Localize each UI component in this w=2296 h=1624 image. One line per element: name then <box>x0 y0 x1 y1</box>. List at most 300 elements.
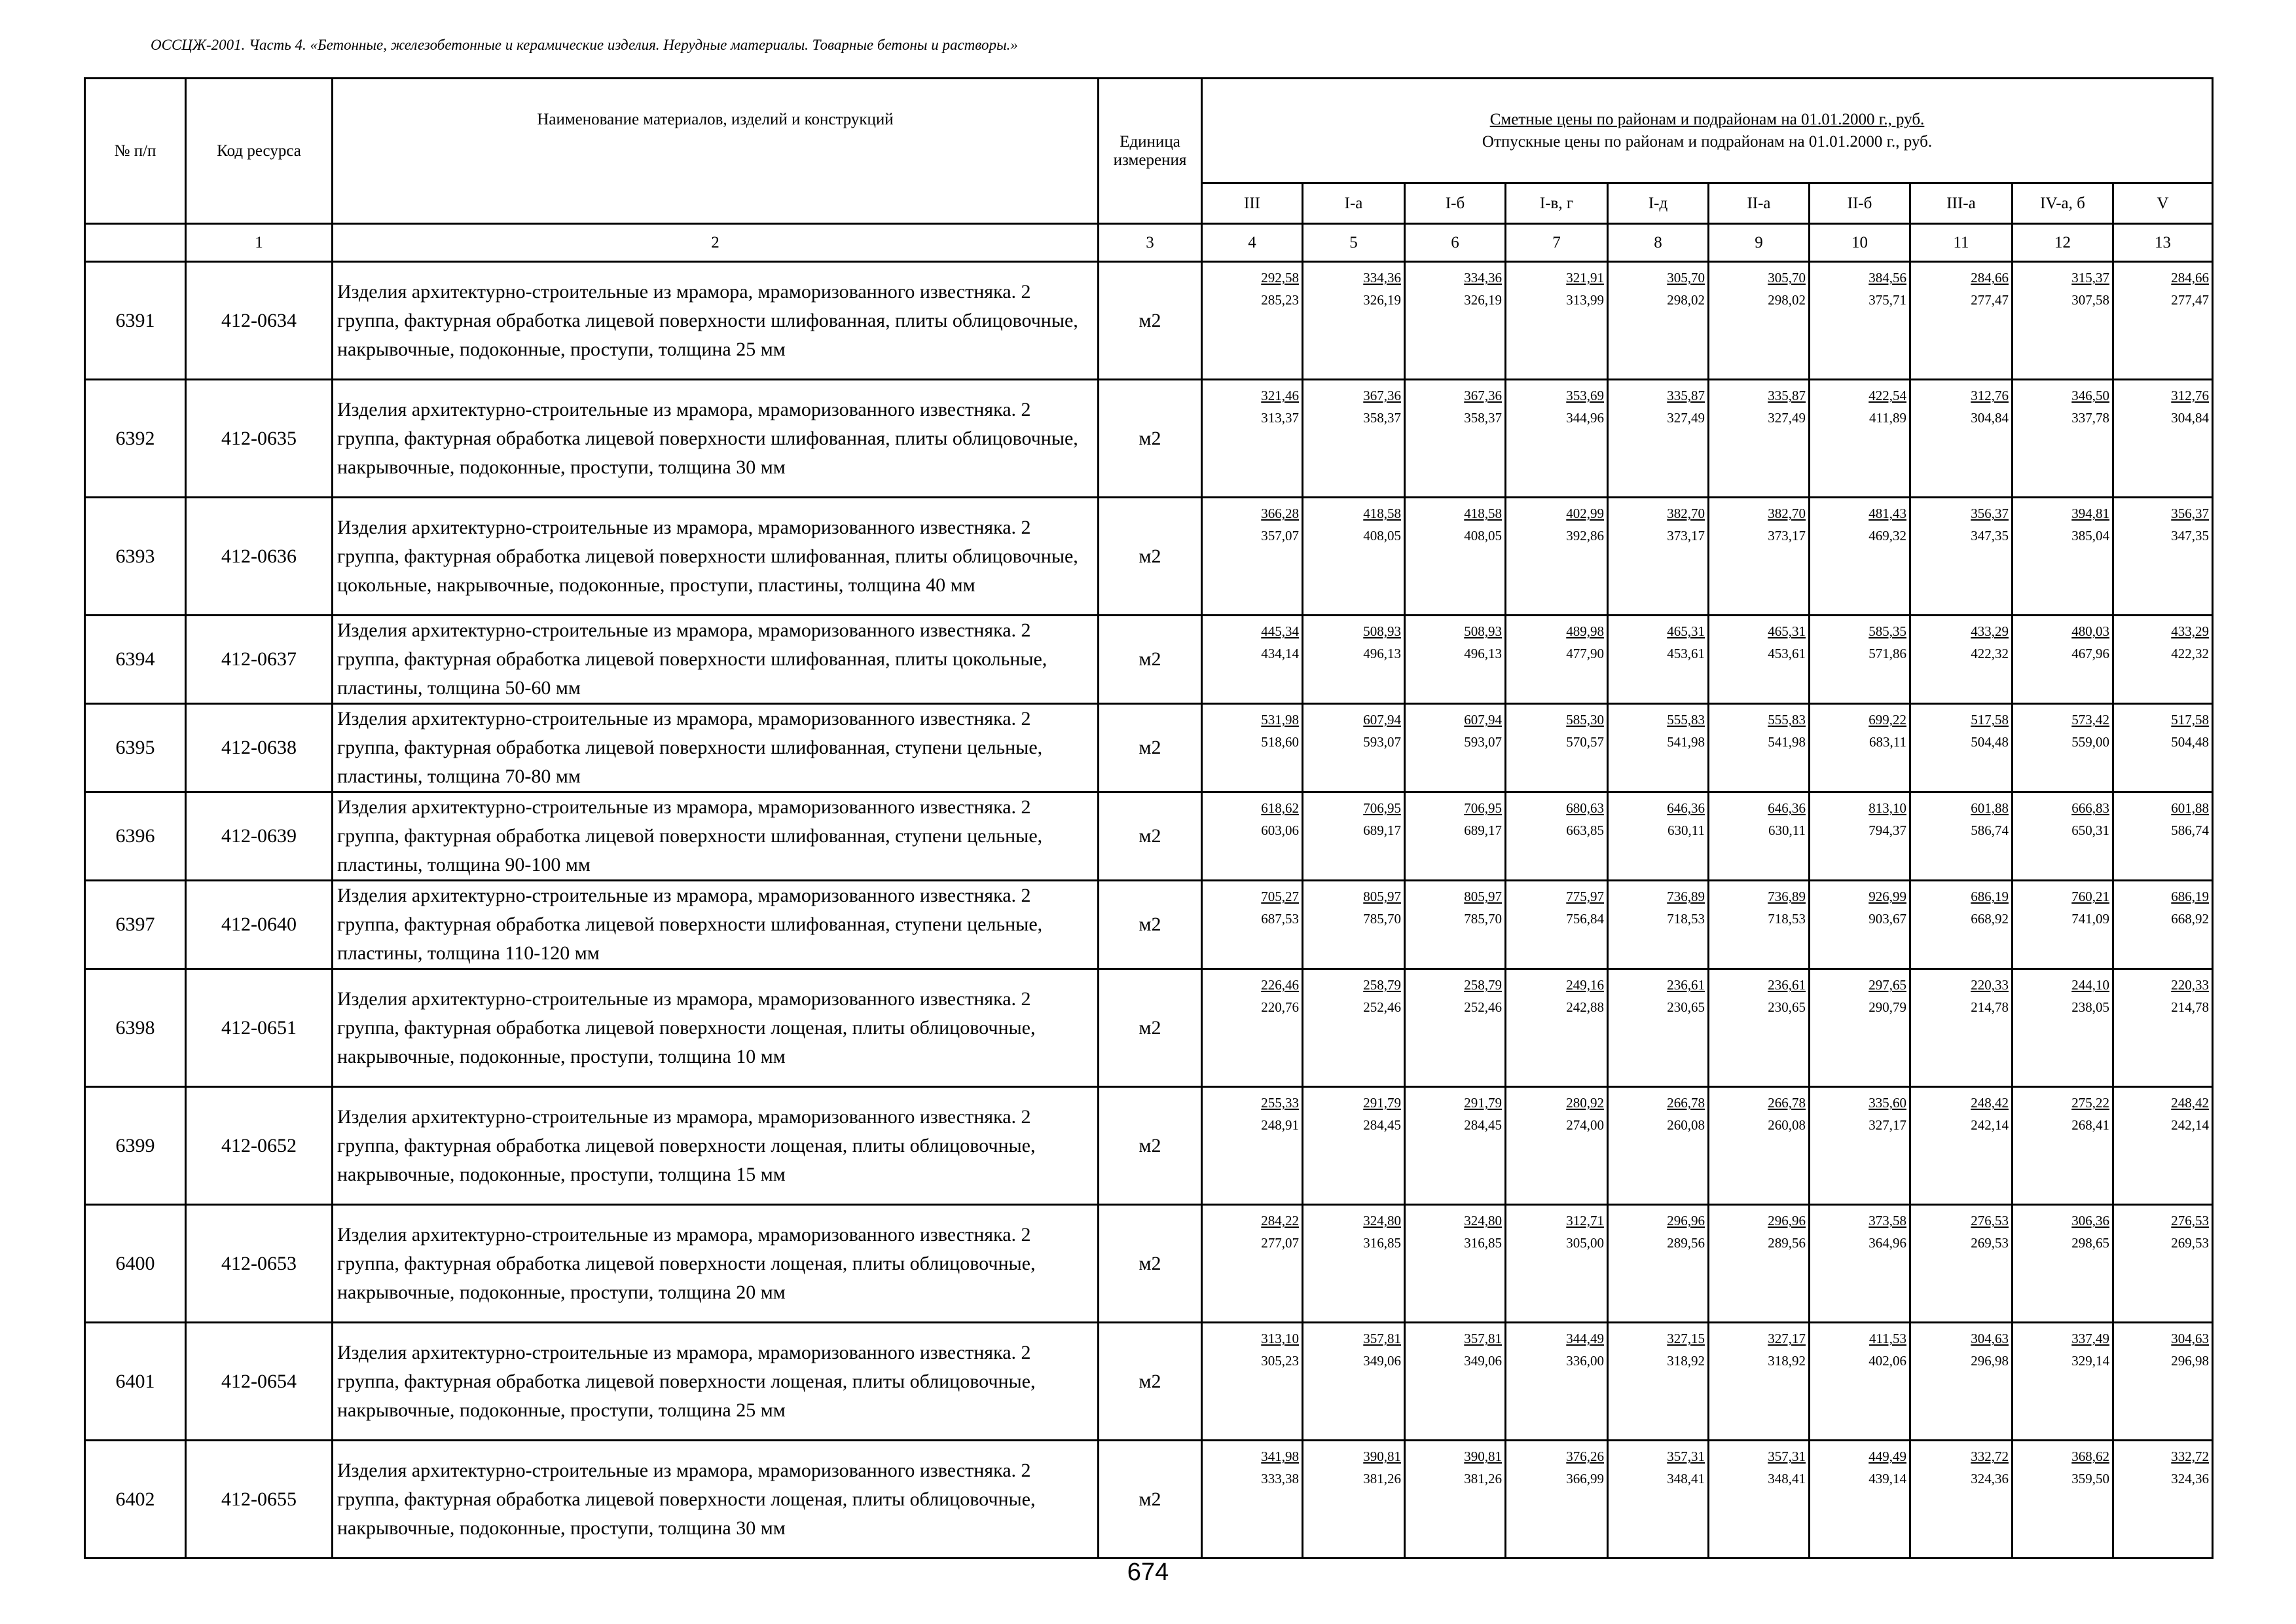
price-cell <box>1709 1323 1810 1441</box>
region-header: II-а <box>1709 183 1810 224</box>
estimated-price: 433,29 <box>2171 623 2210 639</box>
table-row <box>85 969 2213 1087</box>
price-cell <box>2113 380 2213 498</box>
release-price: 252,46 <box>1464 999 1502 1015</box>
release-price: 277,07 <box>1261 1235 1299 1251</box>
price-cell <box>1202 792 1303 881</box>
estimated-price: 517,58 <box>1971 712 2009 728</box>
estimated-price: 297,65 <box>1868 977 1906 993</box>
region-header: II-б <box>1810 183 1910 224</box>
column-number: 3 <box>1099 224 1202 262</box>
release-price: 298,02 <box>1768 292 1806 308</box>
release-price: 718,53 <box>1667 911 1705 927</box>
estimated-price: 296,96 <box>1667 1213 1705 1228</box>
table-row <box>85 1205 2213 1323</box>
price-cell <box>1506 380 1608 498</box>
release-price: 285,23 <box>1261 292 1299 308</box>
release-price: 289,56 <box>1768 1235 1806 1251</box>
release-price: 316,85 <box>1363 1235 1401 1251</box>
estimated-price: 585,35 <box>1868 623 1906 639</box>
estimated-price: 321,91 <box>1566 270 1604 286</box>
price-cell <box>1810 616 1910 704</box>
material-name: Изделия архитектурно-строительные из мрамора, мраморизованного известняка. 2 группа, фактурная обработка лицевой поверхности шлифованная, плиты цокольные, пластины, толщина 50-60 мм <box>333 616 1099 704</box>
release-price: 903,67 <box>1868 911 1906 927</box>
row-number: 6401 <box>85 1323 186 1441</box>
estimated-price: 332,72 <box>1971 1449 2009 1464</box>
resource-code: 412-0636 <box>186 498 333 616</box>
table-row <box>85 881 2213 969</box>
unit: м2 <box>1099 616 1202 704</box>
release-price: 349,06 <box>1464 1353 1502 1369</box>
table-row <box>85 704 2213 792</box>
material-name: Изделия архитектурно-строительные из мрамора, мраморизованного известняка. 2 группа, фактурная обработка лицевой поверхности шлифованная, плиты облицовочные, накрывочные, подоконные, проступи, толщина 30 мм <box>333 380 1099 498</box>
column-number: 4 <box>1202 224 1303 262</box>
resource-code: 412-0654 <box>186 1323 333 1441</box>
estimated-price: 258,79 <box>1363 977 1401 993</box>
price-cell <box>1506 1323 1608 1441</box>
estimated-price: 280,92 <box>1566 1095 1604 1111</box>
price-cell <box>1202 704 1303 792</box>
estimated-price: 465,31 <box>1667 623 1705 639</box>
unit: м2 <box>1099 881 1202 969</box>
row-number: 6394 <box>85 616 186 704</box>
price-cell <box>1506 262 1608 380</box>
release-price: 326,19 <box>1464 292 1502 308</box>
price-cell <box>1709 498 1810 616</box>
unit: м2 <box>1099 1087 1202 1205</box>
unit: м2 <box>1099 792 1202 881</box>
estimated-price: 601,88 <box>2171 800 2210 816</box>
price-cell <box>1506 1441 1608 1559</box>
estimated-price: 255,33 <box>1261 1095 1299 1111</box>
release-price: 603,06 <box>1261 822 1299 838</box>
region-header: I-а <box>1303 183 1405 224</box>
price-cell <box>1202 1205 1303 1323</box>
row-number: 6398 <box>85 969 186 1087</box>
price-cell <box>1608 380 1709 498</box>
estimated-price: 373,58 <box>1868 1213 1906 1228</box>
estimated-price: 366,28 <box>1261 506 1299 521</box>
price-cell <box>1202 380 1303 498</box>
table-row <box>85 792 2213 881</box>
release-price: 504,48 <box>2171 734 2210 750</box>
price-cell <box>1506 704 1608 792</box>
estimated-price: 357,81 <box>1363 1331 1401 1346</box>
estimated-price: 813,10 <box>1868 800 1906 816</box>
price-cell <box>1506 1205 1608 1323</box>
price-cell <box>1405 1441 1506 1559</box>
estimated-price: 341,98 <box>1261 1449 1299 1464</box>
price-cell <box>1810 1441 1910 1559</box>
release-price: 663,85 <box>1566 822 1604 838</box>
release-price: 411,89 <box>1869 410 1906 426</box>
release-price: 571,86 <box>1868 646 1906 661</box>
release-price: 586,74 <box>1971 822 2009 838</box>
estimated-price: 335,87 <box>1667 388 1705 403</box>
row-number: 6397 <box>85 881 186 969</box>
release-price: 238,05 <box>2071 999 2109 1015</box>
release-price: 593,07 <box>1363 734 1401 750</box>
material-name: Изделия архитектурно-строительные из мрамора, мраморизованного известняка. 2 группа, фактурная обработка лицевой поверхности шлифованная, ступени цельные, пластины, толщина 90-100 мм <box>333 792 1099 881</box>
release-price: 689,17 <box>1464 822 1502 838</box>
column-number: 10 <box>1810 224 1910 262</box>
price-cell <box>1303 380 1405 498</box>
release-price: 305,00 <box>1566 1235 1604 1251</box>
estimated-price: 357,31 <box>1667 1449 1705 1464</box>
unit: м2 <box>1099 380 1202 498</box>
unit: м2 <box>1099 498 1202 616</box>
price-cell <box>1303 498 1405 616</box>
material-name: Изделия архитектурно-строительные из мрамора, мраморизованного известняка. 2 группа, фактурная обработка лицевой поверхности лощеная, плиты облицовочные, накрывочные, подоконные, проступи, толщина 10 мм <box>333 969 1099 1087</box>
release-price: 336,00 <box>1566 1353 1604 1369</box>
estimated-price: 284,22 <box>1261 1213 1299 1228</box>
estimated-price: 706,95 <box>1464 800 1502 816</box>
release-price: 274,00 <box>1566 1117 1604 1133</box>
material-name: Изделия архитектурно-строительные из мрамора, мраморизованного известняка. 2 группа, фактурная обработка лицевой поверхности шлифованная, плиты облицовочные, накрывочные, подоконные, проступи, толщина 25 мм <box>333 262 1099 380</box>
release-price: 347,35 <box>1971 528 2009 544</box>
region-header: I-в, г <box>1506 183 1608 224</box>
estimated-price: 411,53 <box>1869 1331 1906 1346</box>
price-cell <box>1709 704 1810 792</box>
column-number: 1 <box>186 224 333 262</box>
price-cell <box>1608 969 1709 1087</box>
release-price: 518,60 <box>1261 734 1299 750</box>
price-cell <box>2013 969 2113 1087</box>
price-cell <box>1405 1087 1506 1205</box>
estimated-price: 367,36 <box>1464 388 1502 403</box>
release-price: 408,05 <box>1464 528 1502 544</box>
material-name: Изделия архитектурно-строительные из мрамора, мраморизованного известняка. 2 группа, фактурная обработка лицевой поверхности лощеная, плиты облицовочные, накрывочные, подоконные, проступи, толщина 15 мм <box>333 1087 1099 1205</box>
price-cell <box>2013 881 2113 969</box>
region-header: V <box>2113 183 2213 224</box>
release-price: 630,11 <box>1768 822 1806 838</box>
price-cell <box>1405 704 1506 792</box>
release-price: 289,56 <box>1667 1235 1705 1251</box>
release-price: 756,84 <box>1566 911 1604 927</box>
estimated-price: 312,76 <box>1971 388 2009 403</box>
estimated-price: 291,79 <box>1363 1095 1401 1111</box>
estimated-price: 736,89 <box>1768 889 1806 904</box>
price-cell <box>1202 1087 1303 1205</box>
estimated-price: 335,87 <box>1768 388 1806 403</box>
estimated-price: 805,97 <box>1464 889 1502 904</box>
price-cell <box>1202 1323 1303 1441</box>
release-price: 242,88 <box>1566 999 1604 1015</box>
unit: м2 <box>1099 1205 1202 1323</box>
price-cell <box>1810 881 1910 969</box>
price-cell <box>1608 616 1709 704</box>
price-cell <box>1608 881 1709 969</box>
release-price: 718,53 <box>1768 911 1806 927</box>
header-unit: Единица измерения <box>1099 79 1202 224</box>
release-price: 349,06 <box>1363 1353 1401 1369</box>
price-cell <box>2113 1323 2213 1441</box>
price-cell <box>1202 1441 1303 1559</box>
price-cell <box>1405 380 1506 498</box>
resource-code: 412-0635 <box>186 380 333 498</box>
release-price: 785,70 <box>1464 911 1502 927</box>
price-cell <box>1608 262 1709 380</box>
price-cell <box>2113 1205 2213 1323</box>
price-cell <box>1303 262 1405 380</box>
release-price: 304,84 <box>2171 410 2210 426</box>
estimated-price: 226,46 <box>1261 977 1299 993</box>
release-price: 593,07 <box>1464 734 1502 750</box>
price-cell <box>2113 969 2213 1087</box>
price-cell <box>2013 1441 2113 1559</box>
release-price: 327,17 <box>1868 1117 1906 1133</box>
release-price: 559,00 <box>2071 734 2109 750</box>
estimated-price: 607,94 <box>1363 712 1401 728</box>
price-cell <box>1405 1205 1506 1323</box>
price-cell <box>1506 792 1608 881</box>
price-cell <box>2113 616 2213 704</box>
release-price: 318,92 <box>1667 1353 1705 1369</box>
estimated-price: 356,37 <box>1971 506 2009 521</box>
estimated-price: 481,43 <box>1868 506 1906 521</box>
resource-code: 412-0639 <box>186 792 333 881</box>
price-cell <box>1608 498 1709 616</box>
estimated-price: 292,58 <box>1261 270 1299 286</box>
estimated-price: 517,58 <box>2171 712 2210 728</box>
price-cell <box>1709 262 1810 380</box>
price-cell <box>1910 1441 2013 1559</box>
estimated-price: 220,33 <box>1971 977 2009 993</box>
price-cell <box>1608 1205 1709 1323</box>
release-price: 347,35 <box>2171 528 2210 544</box>
release-price: 785,70 <box>1363 911 1401 927</box>
release-price: 385,04 <box>2071 528 2109 544</box>
estimated-price: 382,70 <box>1768 506 1806 521</box>
price-cell <box>2113 792 2213 881</box>
resource-code: 412-0637 <box>186 616 333 704</box>
table-row <box>85 1087 2213 1205</box>
estimated-price: 555,83 <box>1667 712 1705 728</box>
estimated-price: 356,37 <box>2171 506 2210 521</box>
price-cell <box>1303 1205 1405 1323</box>
estimated-price: 305,70 <box>1667 270 1705 286</box>
price-cell <box>2113 1087 2213 1205</box>
price-cell <box>1405 792 1506 881</box>
estimated-price: 926,99 <box>1868 889 1906 904</box>
unit: м2 <box>1099 704 1202 792</box>
row-number: 6399 <box>85 1087 186 1205</box>
price-table <box>84 77 2214 1559</box>
region-header: IV-а, б <box>2013 183 2113 224</box>
release-price: 496,13 <box>1363 646 1401 661</box>
release-price: 277,47 <box>1971 292 2009 308</box>
release-price: 230,65 <box>1667 999 1705 1015</box>
table-row <box>85 262 2213 380</box>
release-price: 277,47 <box>2171 292 2210 308</box>
price-cell <box>1608 1087 1709 1205</box>
estimated-price: 334,36 <box>1363 270 1401 286</box>
price-cell <box>1405 881 1506 969</box>
price-cell <box>1810 380 1910 498</box>
price-cell <box>2013 1087 2113 1205</box>
row-number: 6402 <box>85 1441 186 1559</box>
price-cell <box>1202 881 1303 969</box>
estimated-price: 449,49 <box>1868 1449 1906 1464</box>
price-cell <box>1709 1441 1810 1559</box>
estimated-price: 555,83 <box>1768 712 1806 728</box>
release-price: 541,98 <box>1667 734 1705 750</box>
price-cell <box>1910 1323 2013 1441</box>
price-cell <box>1810 1205 1910 1323</box>
release-price: 741,09 <box>2071 911 2109 927</box>
estimated-price: 445,34 <box>1261 623 1299 639</box>
release-price: 373,17 <box>1768 528 1806 544</box>
release-price: 687,53 <box>1261 911 1299 927</box>
price-cell <box>1303 881 1405 969</box>
release-price: 586,74 <box>2171 822 2210 838</box>
column-number-blank <box>85 224 186 262</box>
release-price: 313,99 <box>1566 292 1604 308</box>
estimated-price: 805,97 <box>1363 889 1401 904</box>
estimated-price: 327,17 <box>1768 1331 1806 1346</box>
release-price: 242,14 <box>2171 1117 2210 1133</box>
release-price: 348,41 <box>1667 1471 1705 1486</box>
column-number: 6 <box>1405 224 1506 262</box>
unit: м2 <box>1099 1323 1202 1441</box>
price-cell <box>1709 792 1810 881</box>
price-cell <box>1709 881 1810 969</box>
price-cell <box>2013 380 2113 498</box>
release-price: 290,79 <box>1868 999 1906 1015</box>
header-num: № п/п <box>85 79 186 224</box>
estimated-price: 699,22 <box>1868 712 1906 728</box>
price-cell <box>2113 704 2213 792</box>
release-price: 381,26 <box>1363 1471 1401 1486</box>
table-row <box>85 1323 2213 1441</box>
price-cell <box>2013 1205 2113 1323</box>
price-cell <box>1405 498 1506 616</box>
release-price: 326,19 <box>1363 292 1401 308</box>
release-price: 298,02 <box>1667 292 1705 308</box>
estimated-price: 266,78 <box>1667 1095 1705 1111</box>
release-price: 220,76 <box>1261 999 1299 1015</box>
price-cell <box>1202 262 1303 380</box>
estimated-price: 306,36 <box>2071 1213 2109 1228</box>
resource-code: 412-0638 <box>186 704 333 792</box>
release-price: 344,96 <box>1566 410 1604 426</box>
release-price: 313,37 <box>1261 410 1299 426</box>
price-cell <box>1910 498 2013 616</box>
price-cell <box>1202 969 1303 1087</box>
unit: м2 <box>1099 1441 1202 1559</box>
estimated-price: 321,46 <box>1261 388 1299 403</box>
price-cell <box>1303 969 1405 1087</box>
unit: м2 <box>1099 969 1202 1087</box>
estimated-price: 346,50 <box>2071 388 2109 403</box>
estimated-price: 573,42 <box>2071 712 2109 728</box>
release-price: 324,36 <box>2171 1471 2210 1486</box>
estimated-price: 585,30 <box>1566 712 1604 728</box>
region-header: III <box>1202 183 1303 224</box>
release-price: 453,61 <box>1667 646 1705 661</box>
release-price: 422,32 <box>1971 646 2009 661</box>
estimated-price: 736,89 <box>1667 889 1705 904</box>
release-price: 284,45 <box>1464 1117 1502 1133</box>
price-cell <box>1506 881 1608 969</box>
price-cell <box>1303 1441 1405 1559</box>
table-row <box>85 498 2213 616</box>
price-cell <box>1506 498 1608 616</box>
header-name: Наименование материалов, изделий и конструкций <box>333 79 1099 224</box>
table-row <box>85 616 2213 704</box>
header-prices <box>1202 79 2213 183</box>
page-number: 674 <box>1127 1559 1169 1586</box>
release-price: 375,71 <box>1868 292 1906 308</box>
release-price: 392,86 <box>1566 528 1604 544</box>
release-price: 453,61 <box>1768 646 1806 661</box>
price-cell <box>1303 704 1405 792</box>
estimated-price: 418,58 <box>1464 506 1502 521</box>
release-price: 324,36 <box>1971 1471 2009 1486</box>
estimated-price: 705,27 <box>1261 889 1299 904</box>
resource-code: 412-0651 <box>186 969 333 1087</box>
price-cell <box>1709 380 1810 498</box>
estimated-price: 220,33 <box>2171 977 2210 993</box>
row-number: 6392 <box>85 380 186 498</box>
release-price: 298,65 <box>2071 1235 2109 1251</box>
estimated-price: 357,81 <box>1464 1331 1502 1346</box>
release-price: 683,11 <box>1869 734 1906 750</box>
price-cell <box>1810 262 1910 380</box>
material-name: Изделия архитектурно-строительные из мрамора, мраморизованного известняка. 2 группа, фактурная обработка лицевой поверхности шлифованная, ступени цельные, пластины, толщина 110-120 мм <box>333 881 1099 969</box>
price-cell <box>2013 704 2113 792</box>
estimated-price: 607,94 <box>1464 712 1502 728</box>
table-row <box>85 380 2213 498</box>
price-cell <box>1608 1323 1709 1441</box>
material-name: Изделия архитектурно-строительные из мрамора, мраморизованного известняка. 2 группа, фактурная обработка лицевой поверхности лощеная, плиты облицовочные, накрывочные, подоконные, проступи, толщина 25 мм <box>333 1323 1099 1441</box>
release-price: 794,37 <box>1868 822 1906 838</box>
price-cell <box>1303 792 1405 881</box>
estimated-price: 284,66 <box>2171 270 2210 286</box>
price-cell <box>1709 1205 1810 1323</box>
estimated-price: 327,15 <box>1667 1331 1705 1346</box>
price-cell <box>1608 704 1709 792</box>
price-cell <box>1910 969 2013 1087</box>
price-cell <box>2113 498 2213 616</box>
unit: м2 <box>1099 262 1202 380</box>
resource-code: 412-0655 <box>186 1441 333 1559</box>
estimated-price: 760,21 <box>2071 889 2109 904</box>
price-cell <box>2013 498 2113 616</box>
release-price: 469,32 <box>1868 528 1906 544</box>
release-price: 630,11 <box>1667 822 1705 838</box>
estimated-price: 618,62 <box>1261 800 1299 816</box>
resource-code: 412-0640 <box>186 881 333 969</box>
estimated-price: 266,78 <box>1768 1095 1806 1111</box>
price-cell <box>2013 1323 2113 1441</box>
price-cell <box>1303 1087 1405 1205</box>
column-number: 13 <box>2113 224 2213 262</box>
price-cell <box>1910 704 2013 792</box>
estimated-price: 312,76 <box>2171 388 2210 403</box>
estimated-price: 284,66 <box>1971 270 2009 286</box>
release-price: 337,78 <box>2071 410 2109 426</box>
column-number: 2 <box>333 224 1099 262</box>
table-row <box>85 1441 2213 1559</box>
estimated-price: 433,29 <box>1971 623 2009 639</box>
release-price: 650,31 <box>2071 822 2109 838</box>
estimated-price: 465,31 <box>1768 623 1806 639</box>
price-cell <box>1910 262 2013 380</box>
release-price: 689,17 <box>1363 822 1401 838</box>
release-price: 268,41 <box>2071 1117 2109 1133</box>
estimated-price: 646,36 <box>1667 800 1705 816</box>
